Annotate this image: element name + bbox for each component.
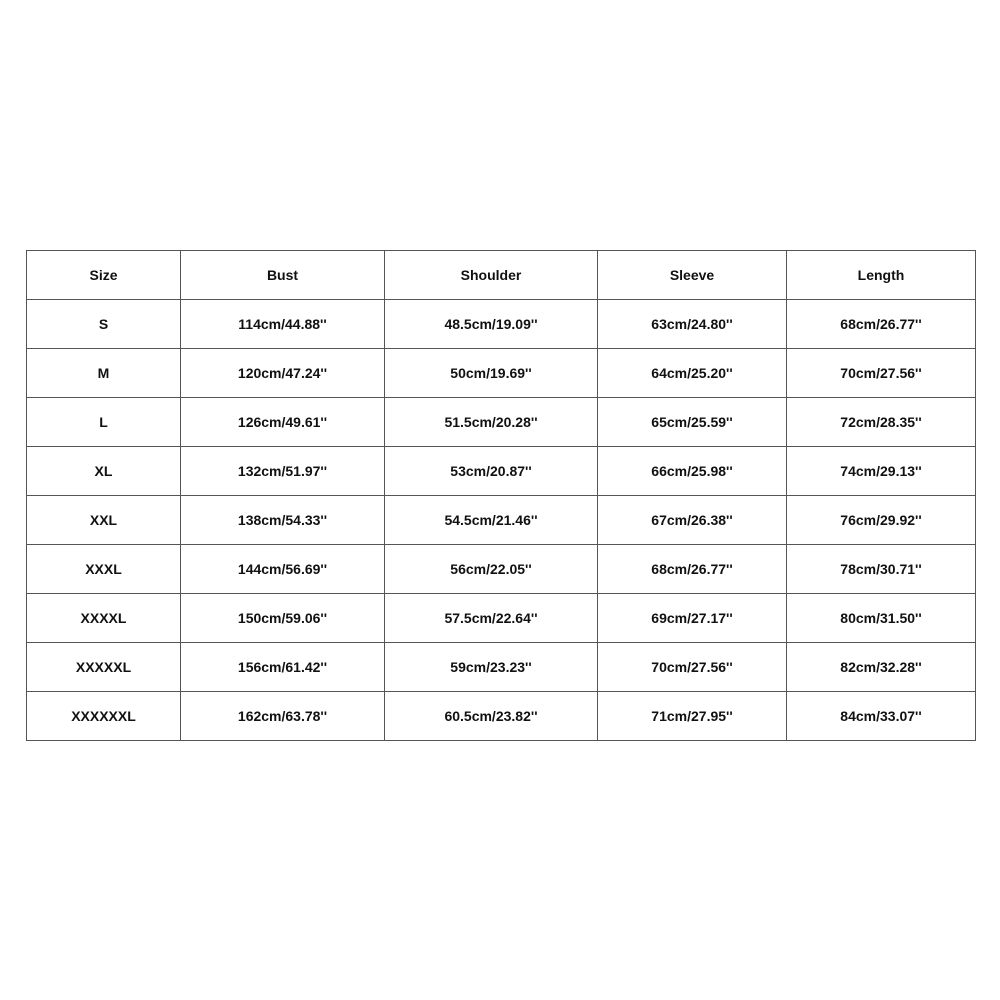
table-row	[27, 349, 976, 398]
sleeve-cell: 63cm/24.80''	[598, 300, 787, 349]
sleeve-cell: 64cm/25.20''	[598, 349, 787, 398]
shoulder-cell: 54.5cm/21.46''	[385, 496, 598, 545]
length-cell: 80cm/31.50''	[787, 594, 976, 643]
size-cell: XXXXXXL	[27, 692, 181, 741]
header-row	[27, 251, 976, 300]
size-cell: XXXXL	[27, 594, 181, 643]
table-row	[27, 300, 976, 349]
bust-cell: 138cm/54.33''	[181, 496, 385, 545]
header-size: Size	[27, 251, 181, 300]
size-cell: XXXL	[27, 545, 181, 594]
shoulder-cell: 56cm/22.05''	[385, 545, 598, 594]
length-cell: 82cm/32.28''	[787, 643, 976, 692]
table-row	[27, 594, 976, 643]
size-cell: S	[27, 300, 181, 349]
sleeve-cell: 70cm/27.56''	[598, 643, 787, 692]
table-row	[27, 692, 976, 741]
shoulder-cell: 57.5cm/22.64''	[385, 594, 598, 643]
length-cell: 74cm/29.13''	[787, 447, 976, 496]
shoulder-cell: 60.5cm/23.82''	[385, 692, 598, 741]
size-cell: M	[27, 349, 181, 398]
size-cell: XL	[27, 447, 181, 496]
table-row	[27, 643, 976, 692]
header-bust: Bust	[181, 251, 385, 300]
length-cell: 70cm/27.56''	[787, 349, 976, 398]
sleeve-cell: 66cm/25.98''	[598, 447, 787, 496]
shoulder-cell: 53cm/20.87''	[385, 447, 598, 496]
length-cell: 72cm/28.35''	[787, 398, 976, 447]
shoulder-cell: 50cm/19.69''	[385, 349, 598, 398]
shoulder-cell: 59cm/23.23''	[385, 643, 598, 692]
table-row	[27, 447, 976, 496]
bust-cell: 114cm/44.88''	[181, 300, 385, 349]
length-cell: 68cm/26.77''	[787, 300, 976, 349]
header-sleeve: Sleeve	[598, 251, 787, 300]
bust-cell: 156cm/61.42''	[181, 643, 385, 692]
sleeve-cell: 69cm/27.17''	[598, 594, 787, 643]
size-cell: XXXXXL	[27, 643, 181, 692]
size-cell: XXL	[27, 496, 181, 545]
size-cell: L	[27, 398, 181, 447]
sleeve-cell: 67cm/26.38''	[598, 496, 787, 545]
header-shoulder: Shoulder	[385, 251, 598, 300]
sleeve-cell: 68cm/26.77''	[598, 545, 787, 594]
bust-cell: 126cm/49.61''	[181, 398, 385, 447]
shoulder-cell: 51.5cm/20.28''	[385, 398, 598, 447]
table-row	[27, 398, 976, 447]
bust-cell: 120cm/47.24''	[181, 349, 385, 398]
length-cell: 78cm/30.71''	[787, 545, 976, 594]
bust-cell: 132cm/51.97''	[181, 447, 385, 496]
length-cell: 76cm/29.92''	[787, 496, 976, 545]
sleeve-cell: 71cm/27.95''	[598, 692, 787, 741]
table-row	[27, 496, 976, 545]
bust-cell: 162cm/63.78''	[181, 692, 385, 741]
size-chart-table	[26, 250, 976, 741]
bust-cell: 150cm/59.06''	[181, 594, 385, 643]
sleeve-cell: 65cm/25.59''	[598, 398, 787, 447]
length-cell: 84cm/33.07''	[787, 692, 976, 741]
bust-cell: 144cm/56.69''	[181, 545, 385, 594]
table-row	[27, 545, 976, 594]
header-length: Length	[787, 251, 976, 300]
shoulder-cell: 48.5cm/19.09''	[385, 300, 598, 349]
